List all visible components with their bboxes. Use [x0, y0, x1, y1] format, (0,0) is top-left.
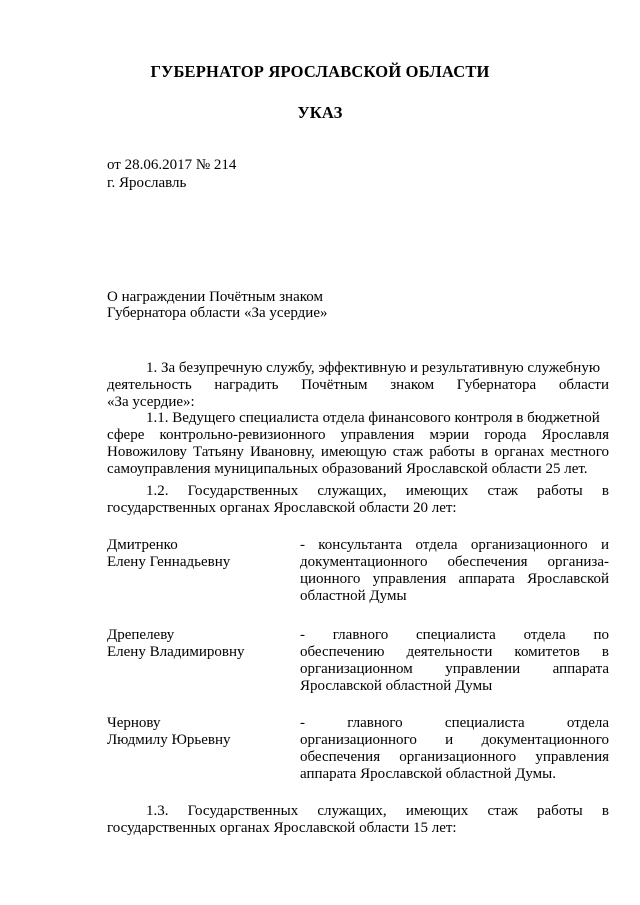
- awardee-3-desc-line-4: аппарата Ярославской областной Думы.: [300, 766, 556, 782]
- awardee-1-given-name: Елену Геннадьевну: [107, 554, 231, 570]
- awardee-1-surname: Дмитренко: [107, 537, 178, 553]
- document-authority: ГУБЕРНАТОР ЯРОСЛАВСКОЙ ОБЛАСТИ: [150, 62, 490, 81]
- paragraph-1-1-line-1: 1.1. Ведущего специалиста отдела финансового контроля в бюджетной: [146, 410, 600, 426]
- awardee-2-given-name: Елену Владимировну: [107, 644, 245, 660]
- awardee-2-desc-line-1: - главного специалиста отдела по: [300, 627, 609, 643]
- awardee-2-surname: Дрепелеву: [107, 627, 175, 643]
- paragraph-1-1-line-2: сфере контрольно-ревизионного управления мэрии города Ярославля: [107, 427, 609, 443]
- awardee-2-desc-line-3: организационном управлении аппарата: [300, 661, 609, 677]
- paragraph-1-2-line-1: 1.2. Государственных служащих, имеющих стаж работы в: [146, 483, 609, 499]
- paragraph-1-3-line-2: государственных органах Ярославской области 15 лет:: [107, 820, 457, 836]
- awardee-1-desc-line-4: областной Думы: [300, 588, 407, 604]
- paragraph-1-line-3: «За усердие»:: [107, 394, 195, 410]
- awardee-2-desc-line-4: Ярославской областной Думы: [300, 678, 493, 694]
- awardee-2-desc-line-2: обеспечению деятельности комитетов в: [300, 644, 609, 660]
- awardee-3-desc-line-2: организационного и документационного: [300, 732, 609, 748]
- paragraph-1-line-1: 1. За безупречную службу, эффективную и результативную служебную: [146, 360, 601, 376]
- subject-line-1: О награждении Почётным знаком: [107, 289, 323, 305]
- paragraph-1-1-line-4: самоуправления муниципальных образований Ярославской области 25 лет.: [107, 461, 588, 477]
- paragraph-1-2-line-2: государственных органах Ярославской области 20 лет:: [107, 500, 457, 516]
- awardee-3-surname: Чернову: [107, 715, 161, 731]
- document-type: УКАЗ: [297, 103, 343, 122]
- paragraph-1-line-2: деятельность наградить Почётным знаком Губернатора области: [107, 377, 609, 393]
- awardee-1-desc-line-1: - консультанта отдела организационного и: [300, 537, 609, 553]
- document-city: г. Ярославль: [107, 175, 187, 191]
- awardee-3-desc-line-1: - главного специалиста отдела: [300, 715, 609, 731]
- document-date-number: от 28.06.2017 № 214: [107, 157, 237, 173]
- subject-line-2: Губернатора области «За усердие»: [107, 305, 328, 321]
- awardee-3-desc-line-3: обеспечения организационного управления: [300, 749, 609, 765]
- paragraph-1-3-line-1: 1.3. Государственных служащих, имеющих стаж работы в: [146, 803, 609, 819]
- awardee-3-given-name: Людмилу Юрьевну: [107, 732, 231, 748]
- paragraph-1-1-line-3: Новожилову Татьяну Ивановну, имеющую стаж работы в органах местного: [107, 444, 609, 460]
- awardee-1-desc-line-2: документационного обеспечения организа-: [300, 554, 609, 570]
- awardee-1-desc-line-3: ционного управления аппарата Ярославской: [300, 571, 609, 587]
